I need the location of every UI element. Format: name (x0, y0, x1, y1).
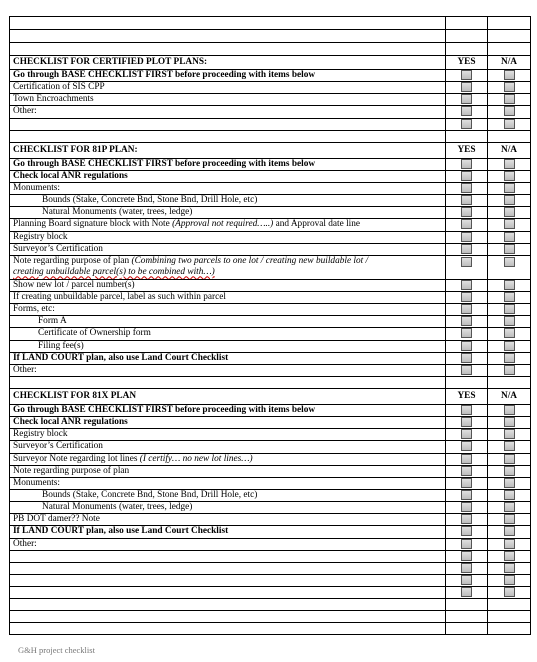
checklist-row (10, 417, 531, 429)
item-label (10, 219, 446, 231)
yes-checkbox[interactable] (461, 341, 472, 351)
yes-checkbox[interactable] (461, 119, 472, 129)
yes-checkbox[interactable] (461, 159, 472, 169)
na-checkbox[interactable] (504, 159, 515, 169)
yes-checkbox[interactable] (461, 429, 472, 439)
checklist-row (10, 279, 531, 291)
checklist-row (10, 502, 531, 514)
yes-checkbox[interactable] (461, 232, 472, 242)
base-checklist-note: Go through BASE CHECKLIST FIRST before proceeding with items below (10, 70, 446, 82)
section-title: CHECKLIST FOR CERTIFIED PLOT PLANS: (10, 56, 446, 70)
checklist-row (10, 477, 531, 489)
yes-checkbox[interactable] (461, 575, 472, 585)
item-label: Registry block (10, 429, 446, 441)
checklist-row (10, 195, 531, 207)
item-label: Bounds (Stake, Concrete Bnd, Stone Bnd, Drill Hole, etc) (10, 489, 446, 501)
checklist-row (10, 219, 531, 231)
checklist-row (10, 94, 531, 106)
yes-checkbox[interactable] (461, 244, 472, 254)
item-label: Surveyor’s Certification (10, 441, 446, 453)
blank-row (10, 17, 531, 30)
item-label: Check local ANR regulations (10, 417, 446, 429)
item-label: Surveyor’s Certification (10, 243, 446, 255)
item-label (10, 255, 446, 279)
na-checkbox[interactable] (504, 563, 515, 573)
item-label: Monuments: (10, 182, 446, 194)
item-label: If LAND COURT plan, also use Land Court Checklist (10, 352, 446, 364)
na-checkbox[interactable] (504, 587, 515, 597)
yes-checkbox[interactable] (461, 183, 472, 193)
na-checkbox[interactable] (504, 219, 515, 229)
yes-checkbox[interactable] (461, 417, 472, 427)
na-checkbox[interactable] (504, 539, 515, 549)
item-label: If creating unbuildable parcel, label as such within parcel (10, 291, 446, 303)
na-checkbox[interactable] (504, 575, 515, 585)
base-checklist-note: Go through BASE CHECKLIST FIRST before proceeding with items below (10, 404, 446, 416)
yes-checkbox[interactable] (461, 478, 472, 488)
checklist-row (10, 170, 531, 182)
na-checkbox[interactable] (504, 429, 515, 439)
item-label: Certification of SIS CPP (10, 82, 446, 94)
checklist-row (10, 70, 531, 82)
item-label: Town Encroachments (10, 94, 446, 106)
item-label (10, 453, 446, 465)
na-checkbox[interactable] (504, 478, 515, 488)
yes-checkbox[interactable] (461, 563, 472, 573)
na-checkbox[interactable] (504, 514, 515, 524)
na-checkbox[interactable] (504, 106, 515, 116)
yes-checkbox[interactable] (461, 257, 472, 267)
other-label: Other: (10, 538, 446, 550)
item-note: creating unbuildable parcel(s) to be combined with…) (13, 267, 215, 278)
item-label: PB DOT damer?? Note (10, 514, 446, 526)
yes-checkbox[interactable] (461, 280, 472, 290)
yes-checkbox[interactable] (461, 405, 472, 415)
yes-checkbox[interactable] (461, 551, 472, 561)
checklist-row (10, 158, 531, 170)
checklist-row (10, 340, 531, 352)
item-label: Natural Monuments (water, trees, ledge) (10, 502, 446, 514)
checklist-row (10, 231, 531, 243)
checklist-row (10, 538, 531, 550)
na-column-header: N/A (488, 142, 531, 158)
checklist-row (10, 243, 531, 255)
checklist-row (10, 182, 531, 194)
checklist-row (10, 587, 531, 599)
other-label: Other: (10, 364, 446, 376)
item-note: (I certify… no new lot lines…) (139, 453, 253, 464)
checklist-row (10, 404, 531, 416)
yes-checkbox[interactable] (461, 587, 472, 597)
section-header-81p (10, 142, 531, 158)
checklist-row (10, 207, 531, 219)
item-text: Planning Board signature block with Note (13, 219, 173, 230)
na-checkbox[interactable] (504, 466, 515, 476)
na-checkbox[interactable] (504, 207, 515, 217)
na-checkbox[interactable] (504, 304, 515, 314)
blank-row (10, 30, 531, 43)
na-checkbox[interactable] (504, 441, 515, 451)
checklist-table (9, 16, 531, 635)
checklist-row (10, 453, 531, 465)
item-text: Note regarding purpose of plan (13, 256, 132, 267)
checklist-row (10, 574, 531, 586)
yes-checkbox[interactable] (461, 328, 472, 338)
yes-column-header: YES (446, 388, 488, 404)
yes-checkbox[interactable] (461, 353, 472, 363)
yes-checkbox[interactable] (461, 441, 472, 451)
na-checkbox[interactable] (504, 94, 515, 104)
checklist-row (10, 352, 531, 364)
yes-checkbox[interactable] (461, 292, 472, 302)
checklist-row (10, 82, 531, 94)
item-label: Filing fee(s) (10, 340, 446, 352)
section-header-certified-plot (10, 56, 531, 70)
na-checkbox[interactable] (504, 365, 515, 375)
yes-checkbox[interactable] (461, 219, 472, 229)
na-checkbox[interactable] (504, 551, 515, 561)
na-checkbox[interactable] (504, 232, 515, 242)
na-checkbox[interactable] (504, 171, 515, 181)
na-checkbox[interactable] (504, 82, 515, 92)
yes-checkbox[interactable] (461, 207, 472, 217)
na-checkbox[interactable] (504, 257, 515, 267)
item-note: (Combining two parcels to one lot / creating new buildable lot / (131, 256, 369, 267)
item-label: If LAND COURT plan, also use Land Court Checklist (10, 526, 446, 538)
item-label: Bounds (Stake, Concrete Bnd, Stone Bnd, Drill Hole, etc) (10, 195, 446, 207)
na-checkbox[interactable] (504, 292, 515, 302)
blank-row (10, 599, 531, 611)
yes-checkbox[interactable] (461, 304, 472, 314)
na-checkbox[interactable] (504, 526, 515, 536)
checklist-row (10, 304, 531, 316)
checklist-row (10, 291, 531, 303)
item-label: Note regarding purpose of plan (10, 465, 446, 477)
checklist-row (10, 562, 531, 574)
item-text: Surveyor Note regarding lot lines (13, 453, 140, 464)
checklist-row (10, 106, 531, 118)
yes-checkbox[interactable] (461, 94, 472, 104)
section-title: CHECKLIST FOR 81P PLAN: (10, 142, 446, 158)
checklist-row (10, 441, 531, 453)
na-checkbox[interactable] (504, 353, 515, 363)
checklist-row (10, 255, 531, 279)
item-label: Natural Monuments (water, trees, ledge) (10, 207, 446, 219)
na-checkbox[interactable] (504, 70, 515, 80)
yes-column-header: YES (446, 56, 488, 70)
checklist-row (10, 465, 531, 477)
yes-column-header: YES (446, 142, 488, 158)
yes-checkbox[interactable] (461, 502, 472, 512)
yes-checkbox[interactable] (461, 70, 472, 80)
checklist-row (10, 489, 531, 501)
na-checkbox[interactable] (504, 195, 515, 205)
na-column-header: N/A (488, 56, 531, 70)
yes-checkbox[interactable] (461, 514, 472, 524)
yes-checkbox[interactable] (461, 195, 472, 205)
yes-checkbox[interactable] (461, 82, 472, 92)
item-label: Show new lot / parcel number(s) (10, 279, 446, 291)
item-label: Registry block (10, 231, 446, 243)
yes-checkbox[interactable] (461, 365, 472, 375)
na-checkbox[interactable] (504, 490, 515, 500)
base-checklist-note: Go through BASE CHECKLIST FIRST before proceeding with items below (10, 158, 446, 170)
other-label: Other: (10, 106, 446, 118)
blank-row (10, 43, 531, 56)
blank-row (10, 130, 531, 142)
na-checkbox[interactable] (504, 280, 515, 290)
blank-row (10, 611, 531, 623)
section-header-81x (10, 388, 531, 404)
yes-checkbox[interactable] (461, 171, 472, 181)
na-column-header: N/A (488, 388, 531, 404)
na-checkbox[interactable] (504, 316, 515, 326)
blank-row (10, 623, 531, 635)
yes-checkbox[interactable] (461, 526, 472, 536)
checklist-row (10, 328, 531, 340)
item-note: (Approval not required…..) (172, 219, 274, 230)
na-checkbox[interactable] (504, 244, 515, 254)
checklist-row (10, 429, 531, 441)
na-checkbox[interactable] (504, 183, 515, 193)
checklist-row (10, 364, 531, 376)
section-title: CHECKLIST FOR 81X PLAN (10, 388, 446, 404)
na-checkbox[interactable] (504, 341, 515, 351)
item-label: Forms, etc: (10, 304, 446, 316)
yes-checkbox[interactable] (461, 466, 472, 476)
yes-checkbox[interactable] (461, 490, 472, 500)
footer-text: G&H project checklist (18, 645, 95, 655)
checklist-row (10, 514, 531, 526)
item-label: Check local ANR regulations (10, 170, 446, 182)
blank-row (10, 376, 531, 388)
na-checkbox[interactable] (504, 405, 515, 415)
yes-checkbox[interactable] (461, 316, 472, 326)
item-label: Monuments: (10, 477, 446, 489)
na-checkbox[interactable] (504, 328, 515, 338)
checklist-row (10, 316, 531, 328)
na-checkbox[interactable] (504, 417, 515, 427)
item-label: Certificate of Ownership form (10, 328, 446, 340)
item-label: Form A (10, 316, 446, 328)
checklist-row (10, 118, 531, 130)
checklist-row (10, 526, 531, 538)
na-checkbox[interactable] (504, 502, 515, 512)
na-checkbox[interactable] (504, 119, 515, 129)
yes-checkbox[interactable] (461, 539, 472, 549)
yes-checkbox[interactable] (461, 106, 472, 116)
yes-checkbox[interactable] (461, 454, 472, 464)
na-checkbox[interactable] (504, 454, 515, 464)
checklist-row (10, 550, 531, 562)
item-text: and Approval date line (273, 219, 361, 230)
